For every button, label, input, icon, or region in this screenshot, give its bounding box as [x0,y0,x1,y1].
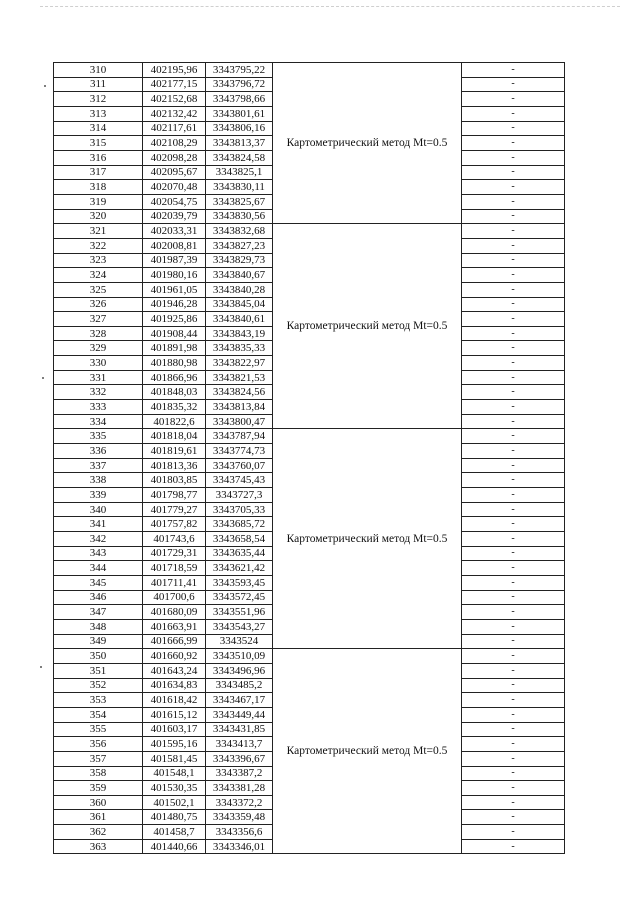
x-coordinate-cell: 401618,42 [143,693,206,708]
point-number-cell: 354 [54,707,143,722]
table-row [54,429,565,444]
note-cell: - [462,546,565,561]
y-coordinate-cell: 3343824,56 [206,385,273,400]
point-number-cell: 348 [54,619,143,634]
y-coordinate-cell: 3343705,33 [206,502,273,517]
x-coordinate-cell: 401908,44 [143,326,206,341]
point-number-cell: 311 [54,77,143,92]
x-coordinate-cell: 401458,7 [143,825,206,840]
point-number-cell: 319 [54,194,143,209]
note-cell: - [462,473,565,488]
note-cell: - [462,150,565,165]
note-cell: - [462,370,565,385]
note-cell: - [462,707,565,722]
point-number-cell: 321 [54,224,143,239]
x-coordinate-cell: 401925,86 [143,312,206,327]
point-number-cell: 346 [54,590,143,605]
x-coordinate-cell: 402117,61 [143,121,206,136]
point-number-cell: 345 [54,575,143,590]
y-coordinate-cell: 3343685,72 [206,517,273,532]
y-coordinate-cell: 3343760,07 [206,458,273,473]
x-coordinate-cell: 402008,81 [143,238,206,253]
y-coordinate-cell: 3343635,44 [206,546,273,561]
y-coordinate-cell: 3343830,56 [206,209,273,224]
y-coordinate-cell: 3343835,33 [206,341,273,356]
point-number-cell: 317 [54,165,143,180]
x-coordinate-cell: 401660,92 [143,649,206,664]
point-number-cell: 314 [54,121,143,136]
note-cell: - [462,121,565,136]
x-coordinate-cell: 402054,75 [143,194,206,209]
x-coordinate-cell: 401718,59 [143,561,206,576]
point-number-cell: 339 [54,488,143,503]
y-coordinate-cell: 3343510,09 [206,649,273,664]
point-number-cell: 323 [54,253,143,268]
note-cell: - [462,385,565,400]
note-cell: - [462,737,565,752]
note-cell: - [462,92,565,107]
x-coordinate-cell: 402108,29 [143,136,206,151]
note-cell: - [462,297,565,312]
scan-artifact-line [40,6,620,7]
method-cell: Картометрический метод Mt=0.5 [273,224,462,429]
note-cell: - [462,605,565,620]
x-coordinate-cell: 401711,41 [143,575,206,590]
y-coordinate-cell: 3343829,73 [206,253,273,268]
y-coordinate-cell: 3343572,45 [206,590,273,605]
y-coordinate-cell: 3343827,23 [206,238,273,253]
y-coordinate-cell: 3343840,67 [206,268,273,283]
note-cell: - [462,165,565,180]
x-coordinate-cell: 402098,28 [143,150,206,165]
note-cell: - [462,649,565,664]
x-coordinate-cell: 401798,77 [143,488,206,503]
x-coordinate-cell: 402070,48 [143,180,206,195]
y-coordinate-cell: 3343431,85 [206,722,273,737]
point-number-cell: 327 [54,312,143,327]
point-number-cell: 310 [54,63,143,78]
point-number-cell: 361 [54,810,143,825]
y-coordinate-cell: 3343485,2 [206,678,273,693]
y-coordinate-cell: 3343845,04 [206,297,273,312]
point-number-cell: 355 [54,722,143,737]
point-number-cell: 349 [54,634,143,649]
y-coordinate-cell: 3343621,42 [206,561,273,576]
x-coordinate-cell: 402177,15 [143,77,206,92]
note-cell: - [462,488,565,503]
y-coordinate-cell: 3343813,84 [206,400,273,415]
note-cell: - [462,781,565,796]
y-coordinate-cell: 3343467,17 [206,693,273,708]
y-coordinate-cell: 3343774,73 [206,444,273,459]
x-coordinate-cell: 401987,39 [143,253,206,268]
x-coordinate-cell: 401818,04 [143,429,206,444]
point-number-cell: 347 [54,605,143,620]
x-coordinate-cell: 401946,28 [143,297,206,312]
scan-dot [42,377,44,379]
y-coordinate-cell: 3343396,67 [206,751,273,766]
point-number-cell: 326 [54,297,143,312]
y-coordinate-cell: 3343800,47 [206,414,273,429]
note-cell: - [462,414,565,429]
point-number-cell: 325 [54,282,143,297]
note-cell: - [462,341,565,356]
point-number-cell: 335 [54,429,143,444]
note-cell: - [462,458,565,473]
x-coordinate-cell: 401666,99 [143,634,206,649]
y-coordinate-cell: 3343356,6 [206,825,273,840]
point-number-cell: 318 [54,180,143,195]
note-cell: - [462,209,565,224]
x-coordinate-cell: 401595,16 [143,737,206,752]
note-cell: - [462,532,565,547]
y-coordinate-cell: 3343840,28 [206,282,273,297]
point-number-cell: 343 [54,546,143,561]
x-coordinate-cell: 401603,17 [143,722,206,737]
point-number-cell: 330 [54,356,143,371]
x-coordinate-cell: 401729,31 [143,546,206,561]
note-cell: - [462,136,565,151]
note-cell: - [462,429,565,444]
point-number-cell: 362 [54,825,143,840]
note-cell: - [462,400,565,415]
y-coordinate-cell: 3343413,7 [206,737,273,752]
y-coordinate-cell: 3343387,2 [206,766,273,781]
y-coordinate-cell: 3343806,16 [206,121,273,136]
y-coordinate-cell: 3343551,96 [206,605,273,620]
point-number-cell: 351 [54,663,143,678]
x-coordinate-cell: 401548,1 [143,766,206,781]
y-coordinate-cell: 3343798,66 [206,92,273,107]
x-coordinate-cell: 401700,6 [143,590,206,605]
x-coordinate-cell: 401615,12 [143,707,206,722]
coordinates-table-body [54,63,565,854]
point-number-cell: 324 [54,268,143,283]
point-number-cell: 359 [54,781,143,796]
note-cell: - [462,810,565,825]
note-cell: - [462,63,565,78]
point-number-cell: 334 [54,414,143,429]
method-cell: Картометрический метод Mt=0.5 [273,63,462,224]
x-coordinate-cell: 401880,98 [143,356,206,371]
note-cell: - [462,268,565,283]
note-cell: - [462,444,565,459]
x-coordinate-cell: 402152,68 [143,92,206,107]
point-number-cell: 340 [54,502,143,517]
x-coordinate-cell: 401835,32 [143,400,206,415]
point-number-cell: 333 [54,400,143,415]
note-cell: - [462,839,565,854]
note-cell: - [462,502,565,517]
note-cell: - [462,517,565,532]
point-number-cell: 322 [54,238,143,253]
point-number-cell: 358 [54,766,143,781]
note-cell: - [462,238,565,253]
note-cell: - [462,253,565,268]
note-cell: - [462,722,565,737]
note-cell: - [462,678,565,693]
point-number-cell: 320 [54,209,143,224]
y-coordinate-cell: 3343593,45 [206,575,273,590]
x-coordinate-cell: 401480,75 [143,810,206,825]
x-coordinate-cell: 401643,24 [143,663,206,678]
note-cell: - [462,106,565,121]
y-coordinate-cell: 3343543,27 [206,619,273,634]
note-cell: - [462,693,565,708]
x-coordinate-cell: 401961,05 [143,282,206,297]
y-coordinate-cell: 3343795,22 [206,63,273,78]
y-coordinate-cell: 3343840,61 [206,312,273,327]
x-coordinate-cell: 401581,45 [143,751,206,766]
point-number-cell: 313 [54,106,143,121]
note-cell: - [462,575,565,590]
note-cell: - [462,282,565,297]
x-coordinate-cell: 401822,6 [143,414,206,429]
x-coordinate-cell: 401813,36 [143,458,206,473]
point-number-cell: 360 [54,795,143,810]
y-coordinate-cell: 3343787,94 [206,429,273,444]
point-number-cell: 328 [54,326,143,341]
x-coordinate-cell: 401680,09 [143,605,206,620]
note-cell: - [462,795,565,810]
scan-dot [40,666,42,668]
x-coordinate-cell: 401634,83 [143,678,206,693]
x-coordinate-cell: 402195,96 [143,63,206,78]
y-coordinate-cell: 3343372,2 [206,795,273,810]
x-coordinate-cell: 401530,35 [143,781,206,796]
point-number-cell: 329 [54,341,143,356]
point-number-cell: 315 [54,136,143,151]
x-coordinate-cell: 401663,91 [143,619,206,634]
point-number-cell: 316 [54,150,143,165]
scan-dot [44,85,46,87]
point-number-cell: 342 [54,532,143,547]
point-number-cell: 356 [54,737,143,752]
point-number-cell: 353 [54,693,143,708]
table-row [54,649,565,664]
y-coordinate-cell: 3343524 [206,634,273,649]
x-coordinate-cell: 401757,82 [143,517,206,532]
note-cell: - [462,663,565,678]
y-coordinate-cell: 3343830,11 [206,180,273,195]
x-coordinate-cell: 401803,85 [143,473,206,488]
note-cell: - [462,180,565,195]
table-row [54,63,565,78]
x-coordinate-cell: 401819,61 [143,444,206,459]
y-coordinate-cell: 3343824,58 [206,150,273,165]
note-cell: - [462,619,565,634]
x-coordinate-cell: 402039,79 [143,209,206,224]
y-coordinate-cell: 3343449,44 [206,707,273,722]
coordinates-table [53,62,565,854]
y-coordinate-cell: 3343658,54 [206,532,273,547]
point-number-cell: 332 [54,385,143,400]
point-number-cell: 350 [54,649,143,664]
point-number-cell: 357 [54,751,143,766]
x-coordinate-cell: 402095,67 [143,165,206,180]
point-number-cell: 344 [54,561,143,576]
x-coordinate-cell: 401440,66 [143,839,206,854]
x-coordinate-cell: 401743,6 [143,532,206,547]
point-number-cell: 336 [54,444,143,459]
note-cell: - [462,561,565,576]
y-coordinate-cell: 3343727,3 [206,488,273,503]
y-coordinate-cell: 3343832,68 [206,224,273,239]
point-number-cell: 331 [54,370,143,385]
note-cell: - [462,77,565,92]
note-cell: - [462,590,565,605]
point-number-cell: 338 [54,473,143,488]
x-coordinate-cell: 401891,98 [143,341,206,356]
note-cell: - [462,634,565,649]
table-row [54,224,565,239]
point-number-cell: 363 [54,839,143,854]
method-cell: Картометрический метод Mt=0.5 [273,649,462,854]
y-coordinate-cell: 3343822,97 [206,356,273,371]
y-coordinate-cell: 3343801,61 [206,106,273,121]
method-cell: Картометрический метод Mt=0.5 [273,429,462,649]
x-coordinate-cell: 401848,03 [143,385,206,400]
x-coordinate-cell: 401779,27 [143,502,206,517]
point-number-cell: 352 [54,678,143,693]
y-coordinate-cell: 3343825,1 [206,165,273,180]
y-coordinate-cell: 3343381,28 [206,781,273,796]
x-coordinate-cell: 402033,31 [143,224,206,239]
x-coordinate-cell: 401866,96 [143,370,206,385]
y-coordinate-cell: 3343745,43 [206,473,273,488]
note-cell: - [462,751,565,766]
point-number-cell: 337 [54,458,143,473]
point-number-cell: 312 [54,92,143,107]
note-cell: - [462,766,565,781]
note-cell: - [462,825,565,840]
y-coordinate-cell: 3343359,48 [206,810,273,825]
y-coordinate-cell: 3343796,72 [206,77,273,92]
x-coordinate-cell: 401502,1 [143,795,206,810]
note-cell: - [462,326,565,341]
y-coordinate-cell: 3343346,01 [206,839,273,854]
y-coordinate-cell: 3343821,53 [206,370,273,385]
y-coordinate-cell: 3343843,19 [206,326,273,341]
x-coordinate-cell: 401980,16 [143,268,206,283]
point-number-cell: 341 [54,517,143,532]
note-cell: - [462,194,565,209]
y-coordinate-cell: 3343813,37 [206,136,273,151]
x-coordinate-cell: 402132,42 [143,106,206,121]
y-coordinate-cell: 3343825,67 [206,194,273,209]
note-cell: - [462,224,565,239]
y-coordinate-cell: 3343496,96 [206,663,273,678]
note-cell: - [462,312,565,327]
note-cell: - [462,356,565,371]
